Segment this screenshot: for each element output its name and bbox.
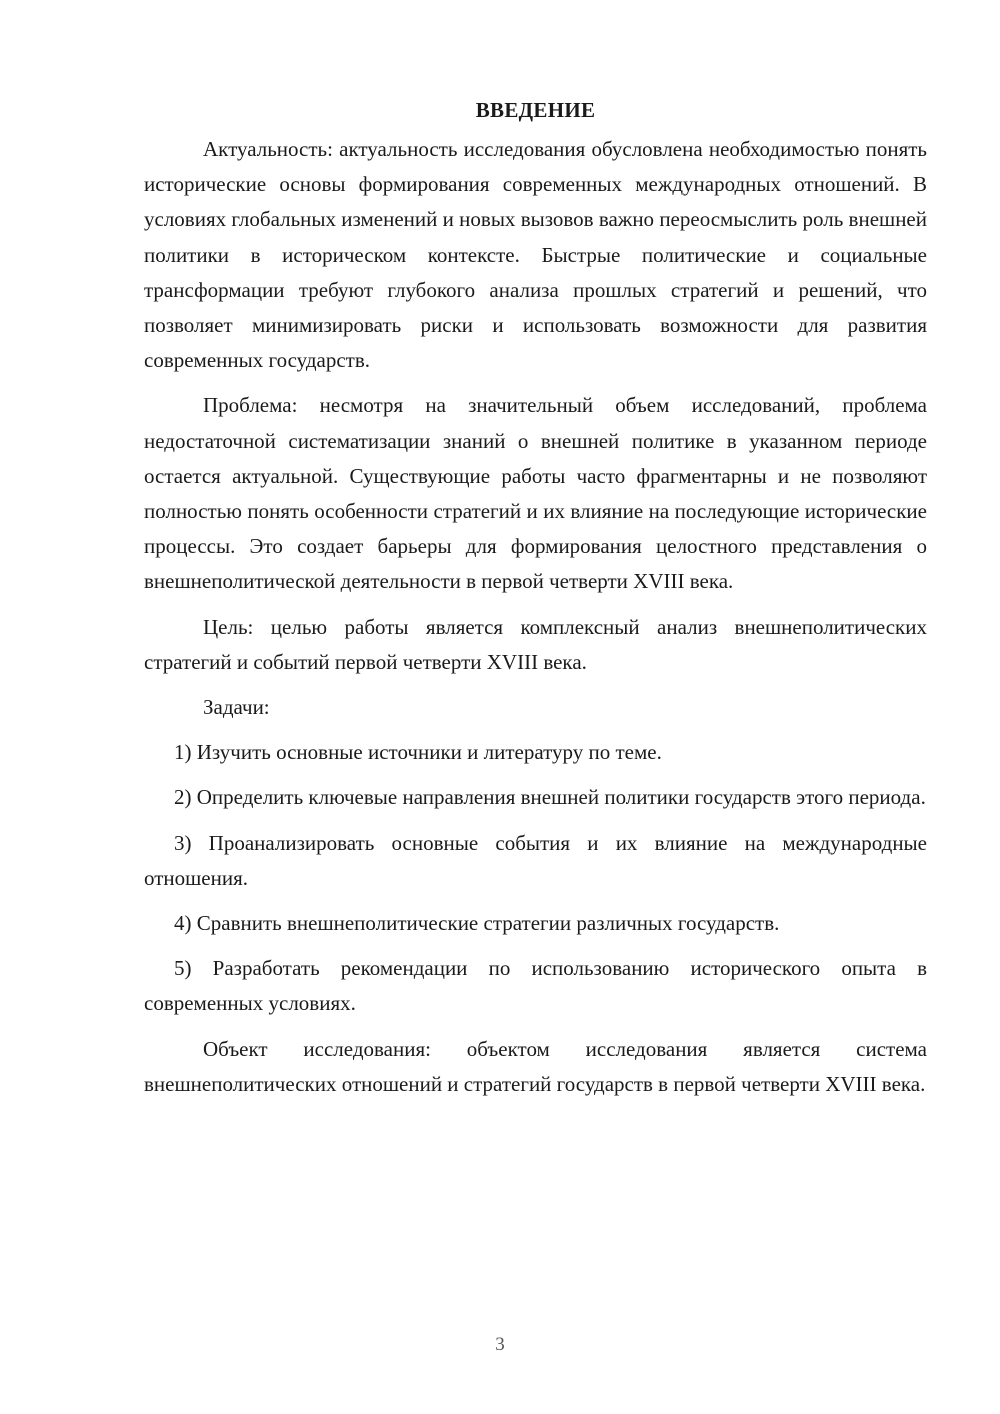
tasks-heading: Задачи:	[203, 695, 270, 720]
task-item-5: 5) Разработать рекомендации по использованию исторического опыта в современных условиях.	[144, 956, 927, 1016]
task-item-2: 2) Определить ключевые направления внешней политики государств этого периода.	[174, 785, 926, 810]
section-title: ВВЕДЕНИЕ	[475, 98, 596, 122]
paragraph-relevance: Актуальность: актуальность исследования обусловлена необходимостью понять исторические основы формирования современных международных отношений. В условиях глобальных изменений и новых вызовов важно переосмыслить роль внешней политики в историческом контексте. Быстрые политические и социальные трансформации требуют глубокого анализа прошлых стратегий и решений, что позволяет минимизировать риски и использовать возможности для развития современных государств.	[144, 137, 927, 373]
page-number: 3	[495, 1334, 505, 1355]
paragraph-object: Объект исследования: объектом исследования является система внешнеполитических отношений и стратегий государств в первой четверти XVIII века.	[144, 1036, 927, 1096]
paragraph-problem: Проблема: несмотря на значительный объем исследований, проблема недостаточной систематизации знаний о внешней политике в указанном периоде остается актуальной. Существующие работы часто фрагментарны и не позволяют полностью понять особенности стратегий и их влияние на последующие исторические процессы. Это создает барьеры для формирования целостного представления о внешнеполитической деятельности в первой четверти XVIII века.	[144, 393, 927, 594]
task-item-1: 1) Изучить основные источники и литературу по теме.	[174, 740, 662, 765]
task-item-3: 3) Проанализировать основные события и их влияние на международные отношения.	[144, 830, 927, 890]
paragraph-goal: Цель: целью работы является комплексный анализ внешнеполитических стратегий и событий первой четверти XVIII века.	[144, 614, 927, 674]
task-item-4: 4) Сравнить внешнеполитические стратегии различных государств.	[174, 911, 780, 936]
page-content	[144, 92, 927, 1112]
